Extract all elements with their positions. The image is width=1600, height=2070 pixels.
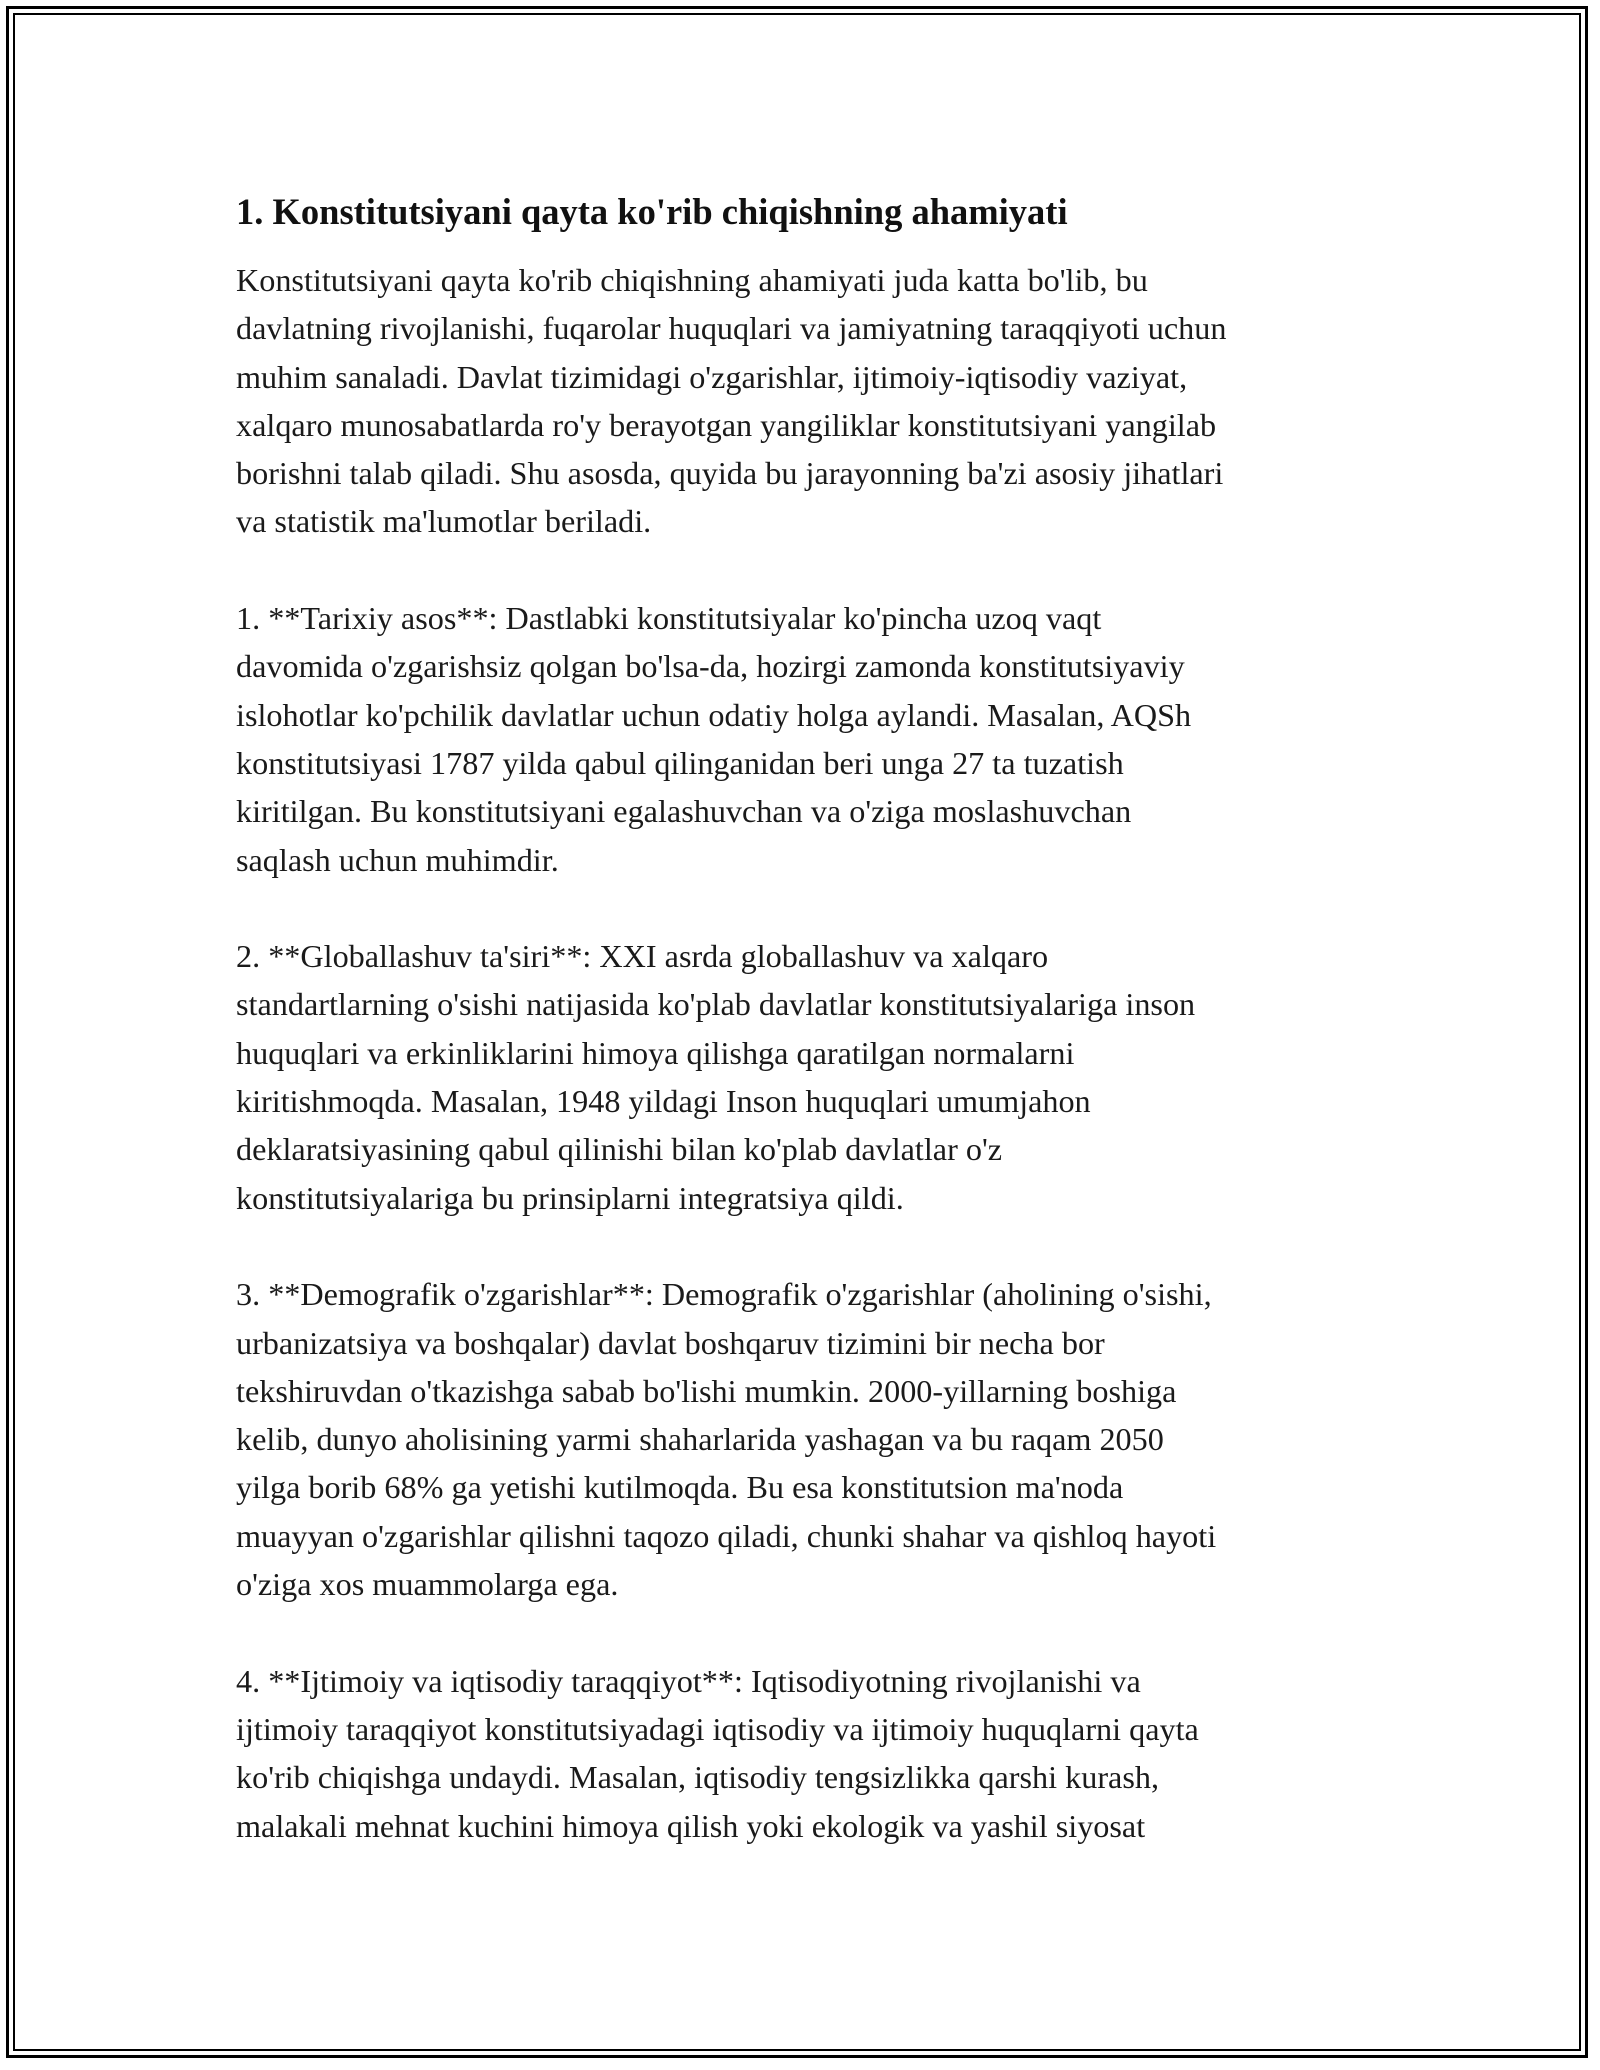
- paragraph-line: 3. **Demografik o'zgarishlar**: Demografik o'zgarishlar (aholining o'sishi,: [236, 1276, 1212, 1313]
- paragraph-line: urbanizatsiya va boshqalar) davlat boshqaruv tizimini bir necha bor: [236, 1324, 1105, 1361]
- paragraph-line: Konstitutsiyani qayta ko'rib chiqishning ahamiyati juda katta bo'lib, bu: [236, 262, 1148, 298]
- paragraph-line: xalqaro munosabatlarda ro'y berayotgan yangiliklar konstitutsiyani yangilab: [236, 406, 1217, 443]
- paragraph-line: deklaratsiyasining qabul qilinishi bilan ko'plab davlatlar o'z: [236, 1131, 1003, 1168]
- paragraph-line: saqlash uchun muhimdir.: [236, 841, 559, 878]
- paragraph-line: ko'rib chiqishga undaydi. Masalan, iqtisodiy tengsizlikka qarshi kurash,: [236, 1759, 1159, 1796]
- paragraph-line: standartlarning o'sishi natijasida ko'plab davlatlar konstitutsiyalariga inson: [236, 986, 1196, 1023]
- paragraph-line: muhim sanaladi. Davlat tizimidagi o'zgarishlar, ijtimoiy-iqtisodiy vaziyat,: [236, 358, 1188, 395]
- paragraph-line: davomida o'zgarishsiz qolgan bo'lsa-da, hozirgi zamonda konstitutsiyaviy: [236, 648, 1185, 685]
- paragraph-1: [236, 256, 1386, 546]
- paragraph-line: konstitutsiyalariga bu prinsiplarni integratsiya qildi.: [236, 1179, 904, 1216]
- paragraph-line: 1. **Tarixiy asos**: Dastlabki konstitutsiyalar ko'pincha uzoq vaqt: [236, 600, 1102, 637]
- paragraph-line: yilga borib 68% ga yetishi kutilmoqda. Bu esa konstitutsion ma'noda: [236, 1469, 1124, 1506]
- paragraph-list: [236, 256, 1386, 1850]
- document-heading: 1. Konstitutsiyani qayta ko'rib chiqishning ahamiyati: [236, 191, 1068, 232]
- paragraph-5: [236, 1657, 1386, 1850]
- paragraph-line: ijtimoiy taraqqiyot konstitutsiyadagi iqtisodiy va ijtimoiy huquqlarni qayta: [236, 1710, 1199, 1747]
- paragraph-line: konstitutsiyasi 1787 yilda qabul qilinganidan beri unga 27 ta tuzatish: [236, 744, 1124, 781]
- document-body: [236, 188, 1386, 1898]
- paragraph-line: o'ziga xos muammolarga ega.: [236, 1566, 619, 1603]
- paragraph-line: muayyan o'zgarishlar qilishni taqozo qiladi, chunki shahar va qishloq hayoti: [236, 1517, 1217, 1554]
- paragraph-line: 4. **Ijtimoiy va iqtisodiy taraqqiyot**: Iqtisodiyotning rivojlanishi va: [236, 1662, 1141, 1699]
- paragraph-line: borishni talab qiladi. Shu asosda, quyida bu jarayonning ba'zi asosiy jihatlari: [236, 455, 1224, 492]
- paragraph-line: tekshiruvdan o'tkazishga sabab bo'lishi mumkin. 2000-yillarning boshiga: [236, 1372, 1177, 1409]
- paragraph-3: [236, 932, 1386, 1222]
- paragraph-line: va statistik ma'lumotlar beriladi.: [236, 503, 652, 540]
- paragraph-line: huquqlari va erkinliklarini himoya qilishga qaratilgan normalarni: [236, 1034, 1075, 1071]
- paragraph-4: [236, 1270, 1386, 1608]
- paragraph-line: davlatning rivojlanishi, fuqarolar huquqlari va jamiyatning taraqqiyoti uchun: [236, 310, 1227, 347]
- paragraph-line: 2. **Globallashuv ta'siri**: XXI asrda globallashuv va xalqaro: [236, 938, 1049, 975]
- paragraph-line: kiritishmoqda. Masalan, 1948 yildagi Inson huquqlari umumjahon: [236, 1083, 1091, 1120]
- paragraph-line: kiritilgan. Bu konstitutsiyani egalashuvchan va o'ziga moslashuvchan: [236, 793, 1132, 830]
- paragraph-line: islohotlar ko'pchilik davlatlar uchun odatiy holga aylandi. Masalan, AQSh: [236, 696, 1192, 733]
- paragraph-2: [236, 594, 1386, 884]
- paragraph-line: malakali mehnat kuchini himoya qilish yoki ekologik va yashil siyosat: [236, 1807, 1146, 1844]
- paragraph-line: kelib, dunyo aholisining yarmi shaharlarida yashagan va bu raqam 2050: [236, 1421, 1164, 1458]
